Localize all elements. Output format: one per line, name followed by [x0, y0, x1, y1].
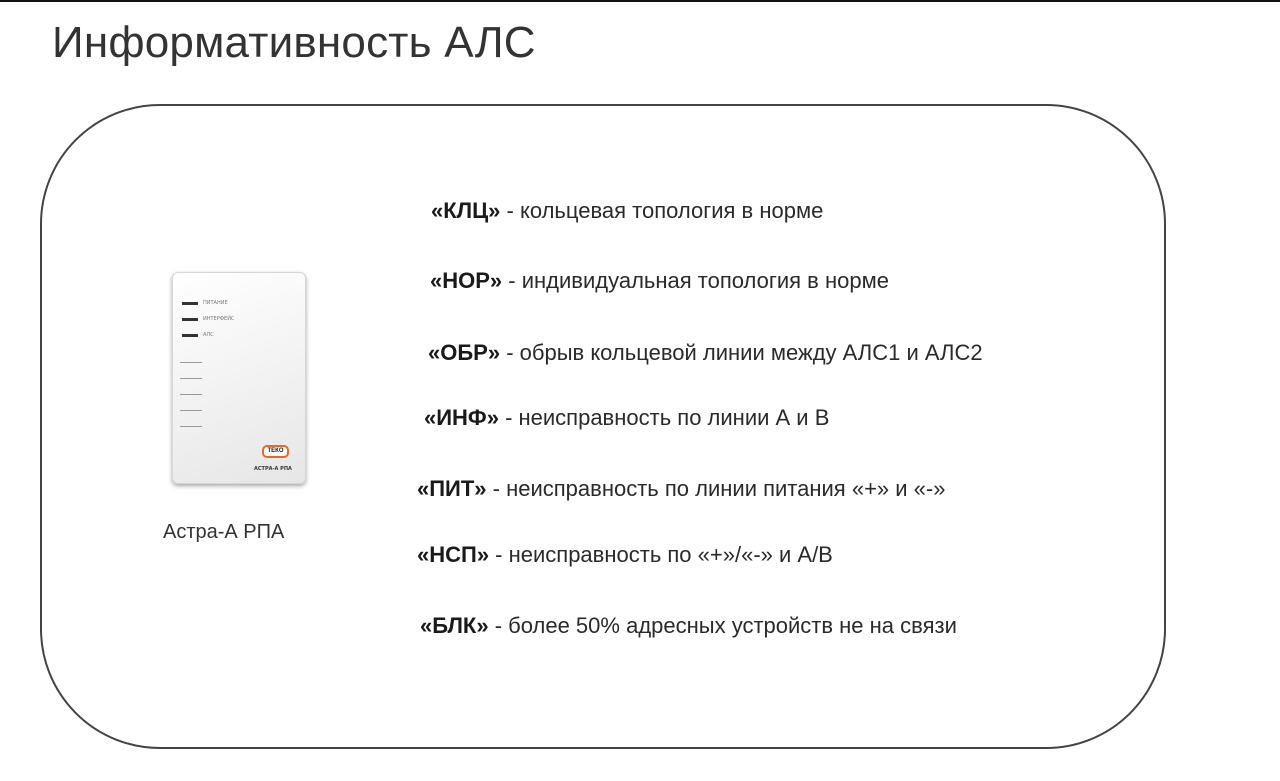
status-code: «ИНФ» — [424, 405, 499, 430]
led-label-power: ПИТАНИЕ — [203, 300, 228, 306]
status-description: - индивидуальная топология в норме — [502, 268, 889, 293]
status-code: «БЛК» — [420, 613, 489, 638]
brand-logo: ТЕКО — [262, 445, 289, 458]
status-code: «КЛЦ» — [431, 198, 501, 223]
led-label-als: АЛС — [203, 332, 214, 338]
device-slot — [180, 410, 202, 411]
status-row-blk — [420, 613, 957, 639]
device-slot — [180, 362, 202, 363]
status-description: - неисправность по линии А и В — [498, 405, 830, 430]
device-slot — [180, 394, 202, 395]
status-code: «ОБР» — [428, 340, 501, 365]
led-indicator — [182, 302, 198, 305]
status-description: - неисправность по линии питания «+» и «-» — [486, 476, 946, 501]
status-description: - неисправность по «+»/«-» и А/В — [489, 542, 833, 567]
status-row-nsp — [417, 542, 833, 568]
led-indicator — [182, 334, 198, 337]
device-caption: Астра-А РПА — [163, 521, 285, 543]
status-row-inf — [424, 405, 829, 431]
led-label-interface: ИНТЕРФЕЙС — [203, 316, 235, 322]
status-description: - обрыв кольцевой линии между АЛС1 и АЛС2 — [500, 340, 983, 365]
status-row-nor — [430, 268, 889, 294]
device-image — [172, 272, 306, 484]
device-slot — [180, 426, 202, 427]
status-code: «НСП» — [417, 542, 490, 567]
top-border-line — [0, 0, 1280, 2]
slide-title: Информативность АЛС — [52, 18, 536, 67]
status-description: - кольцевая топология в норме — [500, 198, 824, 223]
status-row-klc — [431, 198, 823, 224]
status-code: «НОР» — [430, 268, 503, 293]
status-code: «ПИТ» — [417, 476, 487, 501]
led-indicator — [182, 318, 198, 321]
status-row-pit — [417, 476, 945, 502]
device-model-label: АСТРА-А РПА — [254, 466, 292, 472]
status-row-obr — [428, 340, 983, 366]
device-slot — [180, 378, 202, 379]
status-description: - более 50% адресных устройств не на связи — [488, 613, 957, 638]
